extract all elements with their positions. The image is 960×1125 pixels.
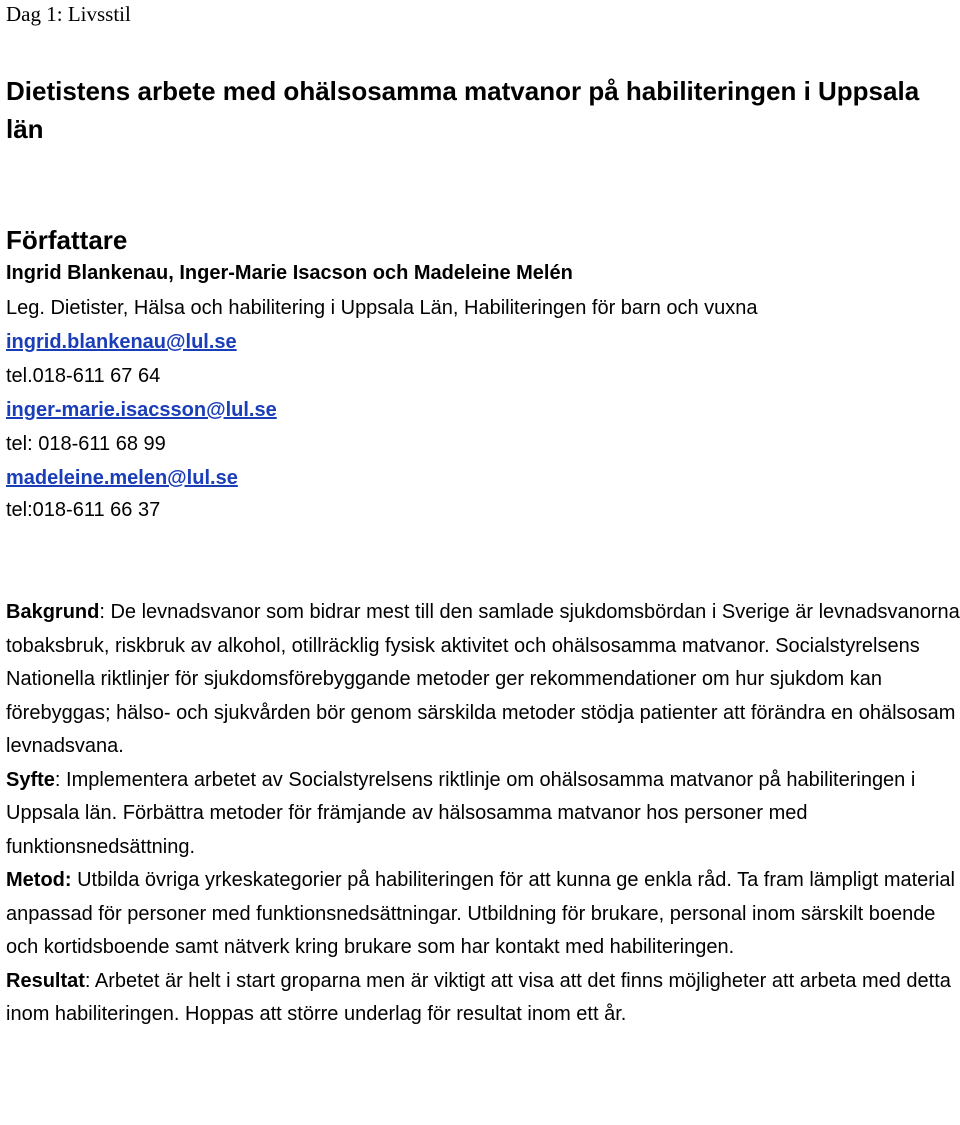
method-text: Utbilda övriga yrkeskategorier på habiliteringen för att kunna ge enkla råd. Ta fram lämpligt material anpassad för personer med funktionsnedsättningar. Utbildning för brukare, personal inom särskilt boende och kortidsboende samt nätverk kring brukare som har kontakt med habiliteringen. (6, 869, 955, 958)
abstract-body (6, 596, 960, 1032)
method-paragraph (6, 864, 960, 965)
contact-email-1[interactable] (6, 330, 237, 354)
contact-phone-3: tel:018-611 66 37 (6, 499, 161, 521)
background-text: : De levnadsvanor som bidrar mest till den samlade sjukdomsbördan i Sverige är levnadsvanorna tobaksbruk, riskbruk av alkohol, otillräcklig fysisk aktivitet och ohälsosamma matvanor. Socialstyrelsens Nationella riktlinjer för sjukdomsförebyggande metoder ger rekommendationer om hur sjukdom kan förebyggas; hälso- och sjukvården bör genom särskilda metoder stödja patienter att förändra en ohälsosam levnadsvana. (6, 601, 960, 757)
aim-label: Syfte (6, 768, 55, 791)
method-label: Metod: (6, 869, 72, 891)
background-paragraph (6, 596, 960, 764)
day-label: Dag 1: Livsstil (6, 2, 131, 26)
contact-phone-1: tel.018-611 67 64 (6, 365, 161, 387)
author-names: Ingrid Blankenau, Inger-Marie Isacson och Madeleine Melén (6, 262, 573, 284)
aim-text: : Implementera arbetet av Socialstyrelsens riktlinje om ohälsosamma matvanor på habiliteringen i Uppsala län. Förbättra metoder för främjande av hälsosamma matvanor hos personer med funktionsnedsättning. (6, 768, 916, 858)
result-text: : Arbetet är helt i start groparna men är viktigt att visa att det finns möjligheter att arbeta med detta inom habiliteringen. Hoppas att större underlag för resultat inom ett år. (6, 969, 951, 1025)
result-label: Resultat (6, 969, 85, 992)
email-link[interactable]: ingrid.blankenau@lul.se (6, 331, 237, 353)
aim-paragraph (6, 764, 960, 865)
author-affiliation: Leg. Dietister, Hälsa och habilitering i Uppsala Län, Habiliteringen för barn och vuxna (6, 297, 758, 319)
authors-heading: Författare (6, 225, 128, 255)
document-title: Dietistens arbete med ohälsosamma matvanor på habiliteringen i Uppsala län (6, 76, 920, 144)
result-paragraph (6, 965, 960, 1032)
contact-phone-2: tel: 018-611 68 99 (6, 433, 166, 455)
email-link[interactable]: madeleine.melen@lul.se (6, 467, 238, 489)
email-link[interactable]: inger-marie.isacsson@lul.se (6, 399, 277, 421)
contact-email-2[interactable] (6, 398, 277, 422)
background-label: Bakgrund (6, 601, 100, 623)
contact-email-3[interactable] (6, 466, 238, 490)
